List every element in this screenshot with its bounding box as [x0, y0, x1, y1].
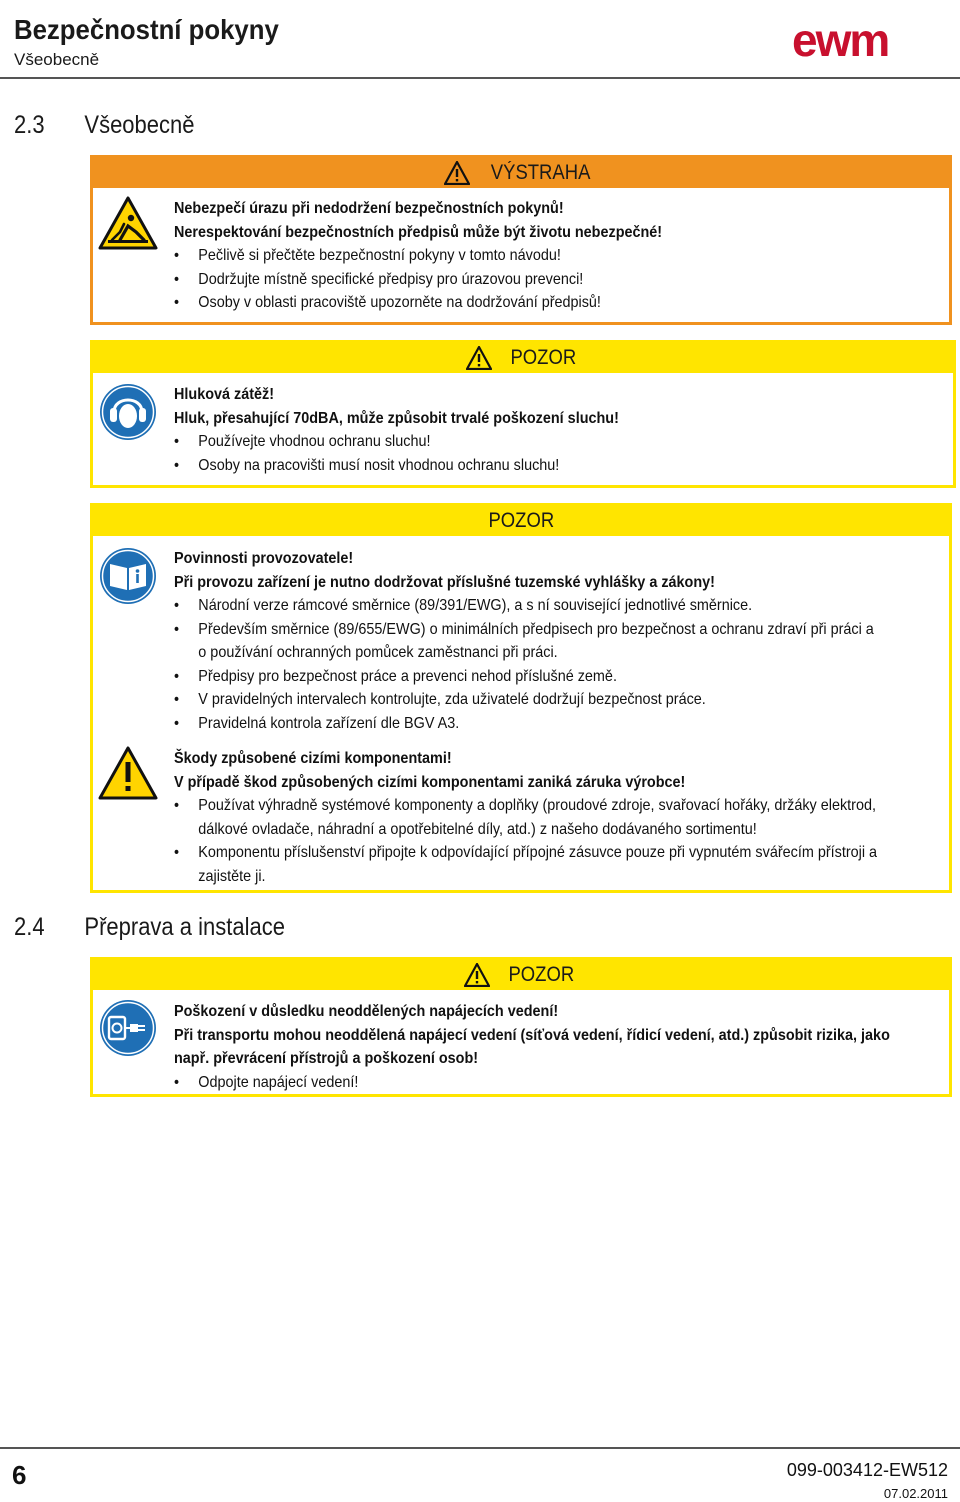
foreign-bullet-1-cont: dálkové ovladače, náhradní a opotřebitelné díly, atd.) z našeho dodávaného sortimentu!	[198, 820, 757, 838]
disconnect-supply-icon	[98, 998, 158, 1058]
warning-box-header	[93, 158, 949, 188]
warning-triangle-icon	[444, 161, 470, 185]
transport-heading: POZOR	[508, 963, 574, 986]
page-subtitle: Všeobecně	[14, 50, 100, 69]
transport-line-1: Poškození v důsledku neoddělených napájecích vedení!	[174, 1003, 559, 1020]
operator-bullet-2: • Především směrnice (89/655/EWG) o minimálních předpisech pro bezpečnost a ochranu zdraví při práci a	[174, 618, 874, 642]
transport-line-3: např. převrácení přístrojů a poškození osob!	[174, 1050, 479, 1067]
transport-box-header	[93, 960, 949, 990]
warning-triangle-icon	[464, 963, 490, 987]
section-title: Všeobecně	[84, 111, 195, 139]
warning-heading: VÝSTRAHA	[491, 161, 591, 184]
operator-bullet-5: • Pravidelná kontrola zařízení dle BGV A3.	[174, 712, 874, 736]
logo-text: ewm	[792, 18, 889, 62]
warning-bullet-3: • Osoby v oblasti pracoviště upozorněte na dodržování předpisů!	[174, 291, 662, 315]
noise-box-header	[93, 343, 953, 373]
page-number: 6	[12, 1460, 27, 1490]
operator-heading: POZOR	[488, 509, 554, 532]
document-date: 07.02.2011	[883, 1486, 948, 1501]
warning-bullet-2: • Dodržujte místně specifické předpisy pro úrazovou prevenci!	[174, 268, 662, 292]
transport-bullet-1: • Odpojte napájecí vedení!	[174, 1071, 890, 1095]
foreign-line-1: Škody způsobené cizími komponentami!	[174, 750, 452, 767]
section-number: 2.3	[14, 111, 45, 139]
noise-bullet-2: • Osoby na pracovišti musí nosit vhodnou ochranu sluchu!	[174, 454, 619, 478]
warning-bullet-1: • Pečlivě si přečtěte bezpečnostní pokyny v tomto návodu!	[174, 244, 662, 268]
general-warning-icon	[98, 746, 158, 800]
operator-line-1: Povinnosti provozovatele!	[174, 550, 354, 567]
section-heading-general	[14, 111, 194, 140]
operator-bullet-4: • V pravidelných intervalech kontrolujte, zda uživatelé dodržují bezpečnost práce.	[174, 688, 874, 712]
noise-content	[174, 383, 668, 477]
header-divider	[0, 77, 960, 79]
ear-protection-icon	[98, 382, 158, 442]
operator-content	[174, 547, 952, 735]
warning-line-2: Nerespektování bezpečnostních předpisů může být životu nebezpečné!	[174, 223, 663, 241]
injury-warning-icon	[98, 196, 158, 250]
warning-triangle-icon	[466, 346, 492, 370]
operator-bullet-1: • Národní verze rámcové směrnice (89/391/EWG), a s ní související jednotlivé směrnice.	[174, 594, 874, 618]
operator-bullet-2-cont: o používání ochranných pomůcek zaměstnanci při práci.	[198, 644, 558, 661]
noise-heading: POZOR	[510, 346, 576, 369]
section-heading-transport	[14, 913, 285, 942]
transport-content	[174, 1000, 960, 1094]
page-title: Bezpečnostní pokyny	[14, 14, 279, 45]
warning-content	[174, 197, 716, 315]
foreign-line-2: V případě škod způsobených cizími komponentami zaniká záruka výrobce!	[174, 773, 686, 791]
noise-line-2: Hluk, přesahující 70dBA, může způsobit trvalé poškození sluchu!	[174, 409, 619, 427]
document-id: 099-003412-EW512	[786, 1460, 948, 1480]
manual-info-icon	[98, 546, 158, 606]
operator-box-header	[93, 506, 949, 536]
section-number: 2.4	[14, 913, 45, 941]
operator-bullet-3: • Předpisy pro bezpečnost práce a prevenci nehod příslušné země.	[174, 665, 874, 689]
section-title: Přeprava a instalace	[84, 913, 285, 941]
foreign-components-content	[174, 747, 955, 888]
foreign-bullet-2-cont: zajistěte ji.	[198, 867, 266, 885]
noise-line-1: Hluková zátěž!	[174, 386, 275, 403]
transport-line-2: Při transportu mohou neoddělená napájecí vedení (síťová vedení, řídicí vedení, atd.) způsobit rizika, jako	[174, 1026, 890, 1044]
noise-bullet-1: • Používejte vhodnou ochranu sluchu!	[174, 430, 619, 454]
ewm-logo	[792, 18, 932, 62]
warning-line-1: Nebezpečí úrazu při nedodržení bezpečnostních pokynů!	[174, 200, 564, 217]
foreign-bullet-1: • Používat výhradně systémové komponenty a doplňky (proudové zdroje, svařovací hořáky, držáky elektrod,	[174, 794, 877, 818]
foreign-bullet-2: • Komponentu příslušenství připojte k odpovídající přípojné zásuvce pouze při vypnutém svářecím přístroji a	[174, 841, 877, 865]
operator-line-2: Při provozu zařízení je nutno dodržovat příslušné tuzemské vyhlášky a zákony!	[174, 573, 715, 591]
footer-divider	[0, 1447, 960, 1449]
